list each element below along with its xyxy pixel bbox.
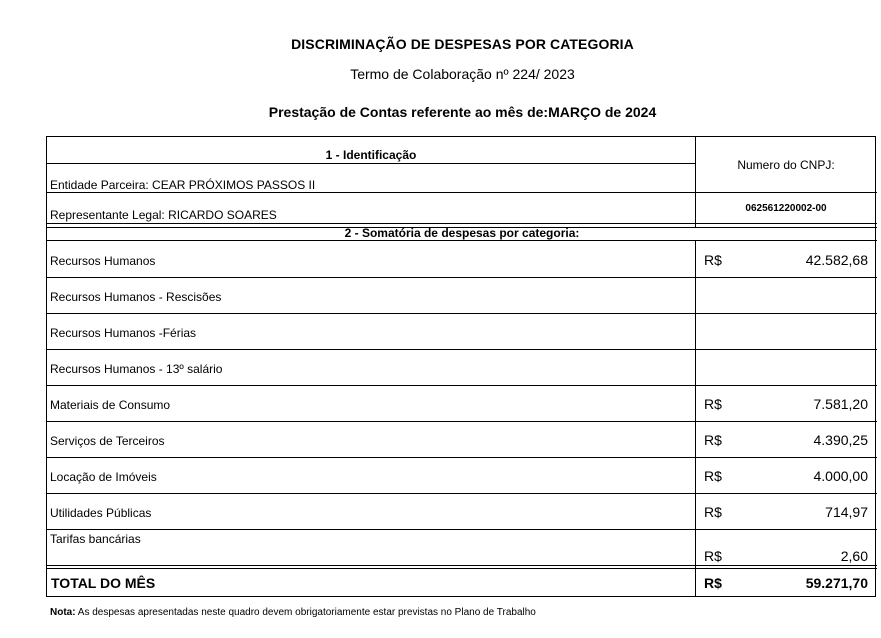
expense-row-amount: 714,97 xyxy=(825,504,868,520)
expense-row-amount: 42.582,68 xyxy=(805,252,868,268)
period-value: MARÇO de 2024 xyxy=(548,104,657,120)
document-title: DISCRIMINAÇÃO DE DESPESAS POR CATEGORIA xyxy=(291,36,634,52)
section-expenses-title: 2 - Somatória de despesas por categoria: xyxy=(344,226,580,240)
total-currency: R$ xyxy=(704,575,722,591)
row-rule xyxy=(47,385,877,386)
expense-row-amount: 7.581,20 xyxy=(813,396,868,412)
expense-row-currency: R$ xyxy=(704,432,722,448)
expense-row-label: Utilidades Públicas xyxy=(50,506,152,520)
row-rule xyxy=(47,457,877,458)
period-heading xyxy=(0,104,881,120)
expense-row-amount: 4.000,00 xyxy=(813,468,868,484)
row-rule xyxy=(47,565,877,566)
cnpj-label: Numero do CNPJ: xyxy=(737,158,835,172)
expense-row-label: Recursos Humanos xyxy=(50,254,156,268)
total-label: TOTAL DO MÊS xyxy=(51,575,156,591)
expense-row-label: Recursos Humanos - 13º salário xyxy=(50,362,223,376)
cnpj-value: 062561220002-00 xyxy=(745,203,827,214)
expense-table xyxy=(46,136,876,597)
expense-row-amount: 2,60 xyxy=(840,548,868,564)
row-rule xyxy=(47,277,877,278)
row-rule xyxy=(47,529,877,530)
ident-entity-rule xyxy=(47,192,877,193)
expense-row-label: Recursos Humanos -Férias xyxy=(50,326,197,340)
row-rule xyxy=(47,313,877,314)
entity-name: Entidade Parceira: CEAR PRÓXIMOS PASSOS II xyxy=(50,178,316,192)
expenses-header-rule xyxy=(47,240,877,241)
note-text: As despesas apresentadas neste quadro devem obrigatoriamente estar previstas no Plano de Trabalho xyxy=(75,607,536,618)
total-amount: 59.271,70 xyxy=(805,575,868,591)
column-divider-bottom xyxy=(695,241,696,597)
expense-row-currency: R$ xyxy=(704,504,722,520)
section-identification-title: 1 - Identificação xyxy=(325,148,417,162)
row-rule xyxy=(47,493,877,494)
expense-row-label: Materiais de Consumo xyxy=(50,398,171,412)
column-divider-top xyxy=(695,137,696,228)
total-rule-double xyxy=(47,568,877,569)
expense-row-label: Locação de Imóveis xyxy=(50,470,157,484)
ident-rep-rule xyxy=(47,223,877,224)
note-label: Nota: xyxy=(50,607,76,618)
expense-row-currency: R$ xyxy=(704,548,722,564)
legal-representative: Representante Legal: RICARDO SOARES xyxy=(50,208,277,222)
expense-row-label: Recursos Humanos - Rescisões xyxy=(50,290,222,304)
expense-row-currency: R$ xyxy=(704,468,722,484)
footnote xyxy=(50,607,536,618)
row-rule xyxy=(47,349,877,350)
row-rule xyxy=(47,421,877,422)
expense-row-amount: 4.390,25 xyxy=(813,432,868,448)
period-label: Prestação de Contas referente ao mês de: xyxy=(268,104,549,120)
document-subtitle: Termo de Colaboração nº 224/ 2023 xyxy=(350,66,575,82)
expense-row-currency: R$ xyxy=(704,252,722,268)
ident-header-rule xyxy=(47,163,695,164)
expense-row-currency: R$ xyxy=(704,396,722,412)
expense-row-label: Tarifas bancárias xyxy=(50,532,141,546)
expense-row-label: Serviços de Terceiros xyxy=(50,434,165,448)
